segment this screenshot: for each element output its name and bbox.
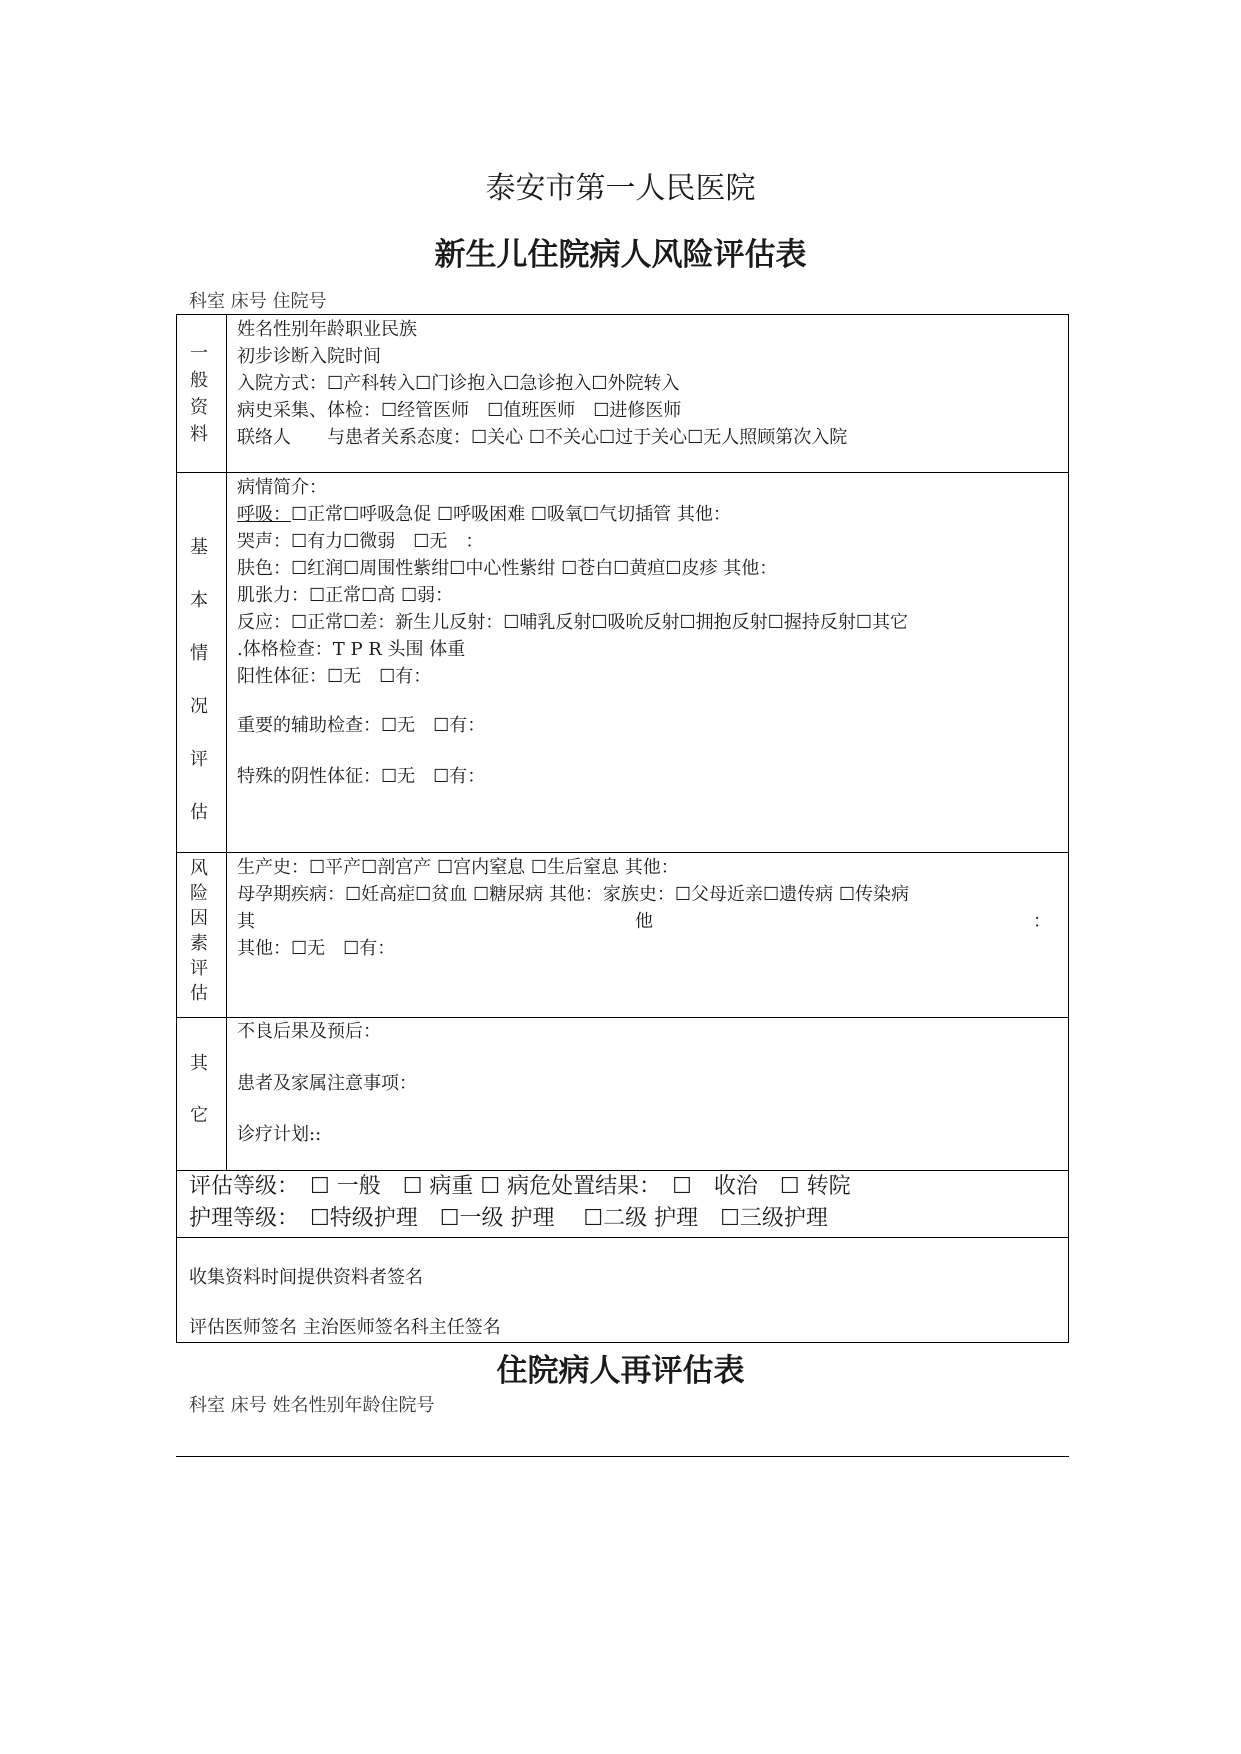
breath-line	[237, 501, 908, 528]
contact-line: 联络人 与患者关系态度：☐关心 ☐不关心☐过于关心☐无人照顾第次入院	[237, 427, 848, 448]
risk-section	[237, 854, 1051, 962]
breath-label: 呼吸：	[237, 504, 291, 525]
family-notice-line: 患者及家属注意事项：	[237, 1073, 417, 1094]
muscle-tone-line: 肌张力：☐正常☐高 ☐弱：	[237, 585, 454, 606]
breath-options: ☐正常☐呼吸急促 ☐呼吸困难 ☐吸氧☐气切插管 其他：	[291, 504, 731, 525]
reassess-info: 科室 床号 姓名性别年龄住院号	[189, 1395, 435, 1416]
name-gender-age-line: 姓名性别年龄职业民族	[237, 319, 417, 340]
risk-other-c: ：	[1033, 911, 1051, 932]
reaction-line: 反应：☐正常☐差：新生儿反射：☐哺乳反射☐吸吮反射☐拥抱反射☐握持反射☐其它	[237, 612, 908, 633]
condition-intro: 病情简介：	[237, 477, 327, 498]
header-info: 科室 床号 住院号	[189, 291, 327, 312]
risk-other-line	[237, 908, 1051, 935]
risk-other-a: 其	[237, 911, 255, 932]
outcome-line: 不良后果及预后：	[237, 1021, 381, 1042]
birth-history-line: 生产史：☐平产☐剖宫产 ☐宫内窒息 ☐生后窒息 其他：	[237, 857, 679, 878]
maternal-disease-line: 母孕期疾病：☐妊高症☐贫血 ☐糖尿病 其他：家族史：☐父母近亲☐遗传病 ☐传染病	[237, 884, 909, 905]
section-label-basic: 基 本 情 况 评 估	[190, 537, 208, 823]
assessment-level-line: 评估等级： ☐ 一般 ☐ 病重 ☐ 病危处置结果： ☐ 收治 ☐ 转院	[189, 1174, 851, 1199]
reassess-title: 住院病人再评估表	[496, 1353, 745, 1389]
history-taker-line: 病史采集、体检：☐经管医师 ☐值班医师 ☐进修医师	[237, 400, 682, 421]
diagnosis-line: 初步诊断入院时间	[237, 346, 381, 367]
grading-section	[189, 1171, 851, 1235]
bottom-divider	[176, 1456, 1069, 1457]
aux-exam-line: 重要的辅助检查：☐无 ☐有：	[237, 715, 486, 736]
collect-signature-line: 收集资料时间提供资料者签名	[189, 1267, 423, 1288]
positive-signs-line: 阳性体征：☐无 ☐有：	[237, 666, 432, 687]
hospital-name: 泰安市第一人民医院	[485, 171, 756, 206]
risk-misc-line: 其他：☐无 ☐有：	[237, 938, 396, 959]
section-label-risk: 风 险 因 素 评 估	[190, 858, 208, 1004]
cry-line: 哭声：☐有力☐微弱 ☐无 ：	[237, 531, 484, 552]
basic-section	[237, 474, 908, 690]
admission-mode-line: 入院方式：☐产科转入☐门诊抱入☐急诊抱入☐外院转入	[237, 373, 680, 394]
section-label-general: 一 般 资 料	[190, 343, 208, 445]
doctor-signature-line: 评估医师签名 主治医师签名科主任签名	[189, 1317, 501, 1338]
general-section	[237, 316, 847, 451]
nursing-level-line: 护理等级： ☐特级护理 ☐一级 护理 ☐二级 护理 ☐三级护理	[189, 1206, 828, 1231]
skin-color-line: 肤色：☐红润☐周围性紫绀☐中心性紫绀 ☐苍白☐黄疸☐皮疹 其他：	[237, 558, 778, 579]
risk-other-b: 他	[635, 911, 653, 932]
negative-signs-line: 特殊的阴性体征：☐无 ☐有：	[237, 766, 486, 787]
physical-exam-line: .体格检查：T P R 头围 体重	[237, 639, 466, 660]
section-label-other: 其 它	[190, 1053, 208, 1126]
form-title: 新生儿住院病人风险评估表	[434, 237, 807, 273]
treatment-plan-line: 诊疗计划::	[237, 1124, 322, 1145]
